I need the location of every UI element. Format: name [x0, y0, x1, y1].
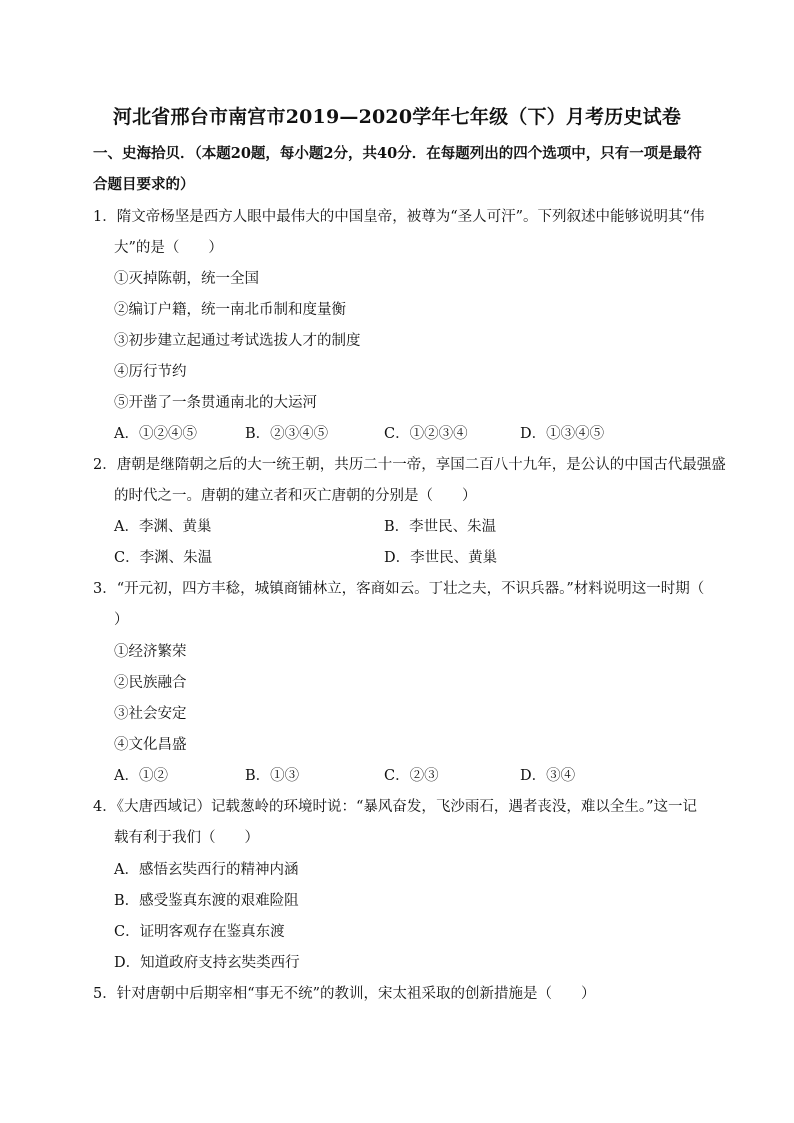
question-2-option-b: B．李世民、朱温 — [384, 519, 497, 535]
page-title: 河北省邢台市南宫市2019—2020学年七年级（下）月考历史试卷 — [112, 106, 682, 128]
section-heading-line1: 一、史海拾贝．（本题20题，每小题2分，共40分．在每题列出的四个选项中，只有一项是最符 — [93, 145, 702, 162]
question-2-option-d: D．李世民、黄巢 — [384, 550, 498, 566]
question-5-text-line1: 5．针对唐朝中后期宰相“事无不统”的教训，宋太祖采取的创新措施是（ ） — [93, 986, 596, 1002]
question-2-text-line2: 的时代之一。唐朝的建立者和灭亡唐朝的分别是（ ） — [114, 488, 477, 504]
question-4-option-a: A．感悟玄奘西行的精神内涵 — [114, 862, 299, 878]
question-3-option-a: A．①② — [114, 768, 168, 784]
question-1-option-a: A．①②④⑤ — [114, 426, 197, 442]
question-3-text-line1: 3．“开元初，四方丰稔，城镇商铺林立，客商如云。丁壮之夫，不识兵器。”材料说明这一时期（ — [93, 581, 705, 597]
question-3-text-line2: ） — [114, 612, 129, 628]
question-4-option-d: D．知道政府支持玄奘类西行 — [114, 955, 300, 971]
question-3-option-c: C．②③ — [384, 768, 439, 784]
question-4-option-b: B．感受鉴真东渡的艰难险阻 — [114, 893, 299, 909]
question-2-option-c: C．李渊、朱温 — [114, 550, 213, 566]
question-3-item-1: ①经济繁荣 — [114, 644, 187, 660]
question-3-item-2: ②民族融合 — [114, 675, 187, 691]
section-heading-line2: 合题目要求的） — [93, 176, 195, 193]
question-3-item-4: ④文化昌盛 — [114, 737, 187, 753]
question-3-option-b: B．①③ — [245, 768, 300, 784]
question-3-option-d: D．③④ — [520, 768, 576, 784]
question-1-item-5: ⑤开凿了一条贯通南北的大运河 — [114, 395, 317, 411]
question-1-item-1: ①灭掉陈朝，统一全国 — [114, 271, 259, 287]
question-1-text-line2: 大”的是（ ） — [114, 240, 223, 256]
question-3-item-3: ③社会安定 — [114, 706, 187, 722]
question-1-option-c: C．①②③④ — [384, 426, 468, 442]
question-2-text-line1: 2．唐朝是继隋朝之后的大一统王朝，共历二十一帝，享国二百八十九年，是公认的中国古代最强盛 — [93, 457, 726, 473]
question-1-item-3: ③初步建立起通过考试选拔人才的制度 — [114, 333, 361, 349]
question-1-text-line1: 1．隋文帝杨坚是西方人眼中最伟大的中国皇帝，被尊为“圣人可汗”。下列叙述中能够说明其“伟 — [93, 209, 705, 225]
question-2-option-a: A．李渊、黄巢 — [114, 519, 212, 535]
question-4-option-c: C．证明客观存在鉴真东渡 — [114, 924, 285, 940]
question-1-item-2: ②编订户籍，统一南北币制和度量衡 — [114, 302, 346, 318]
question-4-text-line2: 载有利于我们（ ） — [114, 830, 259, 846]
question-1-option-d: D．①③④⑤ — [520, 426, 605, 442]
question-1-option-b: B．②③④⑤ — [245, 426, 329, 442]
question-1-item-4: ④厉行节约 — [114, 364, 187, 380]
question-4-text-line1: 4．《大唐西域记）记载葱岭的环境时说：“暴风奋发，飞沙雨石，遇者丧没，难以全生。”这一记 — [93, 799, 698, 815]
